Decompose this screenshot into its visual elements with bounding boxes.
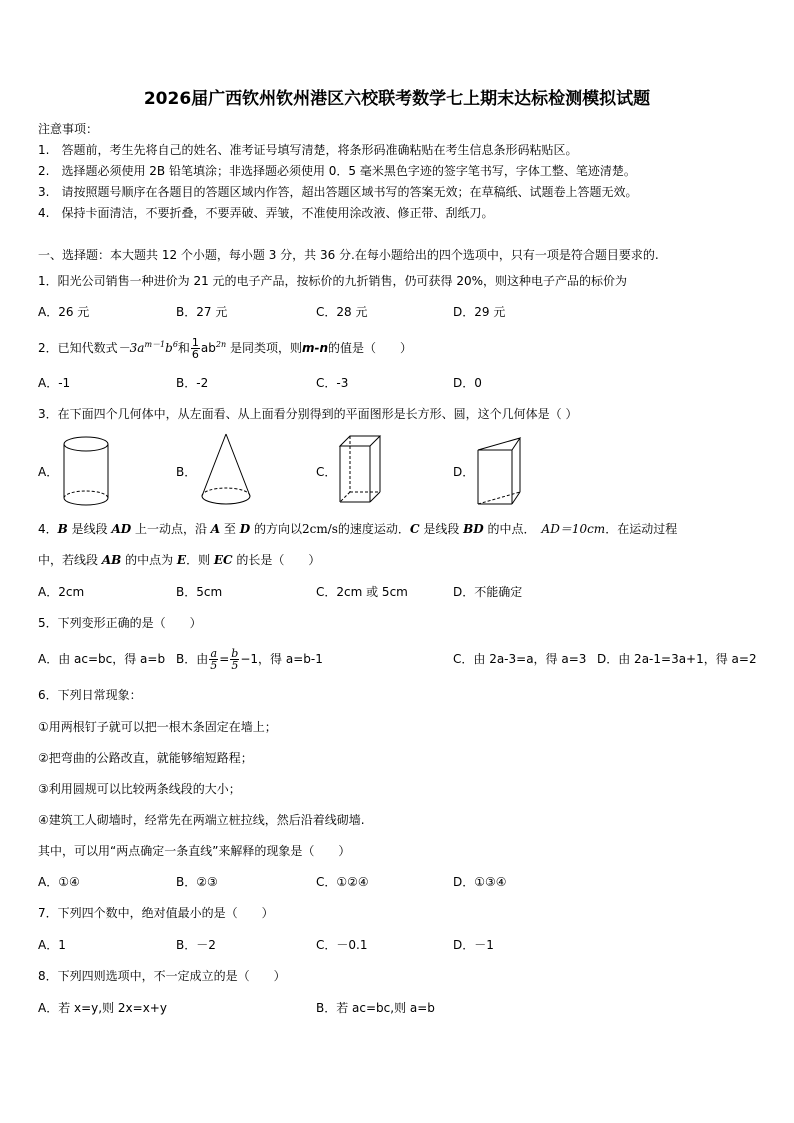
q4-var-ec: EC	[213, 553, 233, 567]
q4-text: 是线段	[419, 522, 464, 536]
q1-option-a: A．26 元	[38, 305, 90, 319]
q8-option-a: A．若 x=y,则 2x=x+y	[38, 1001, 167, 1015]
q7-option-b: B．－2	[176, 938, 216, 952]
q4-text: ．在运动过程	[605, 522, 678, 536]
q5-frac-b-num: b	[231, 647, 239, 660]
q5-fraction-a	[209, 648, 218, 671]
q4-var-a: A	[210, 522, 221, 536]
q3-label-c: C．	[316, 465, 337, 479]
q4-text: 是线段	[67, 522, 112, 536]
q4-var-d: D	[239, 522, 251, 536]
q1-option-d: D．29 元	[453, 305, 506, 319]
q4-equation: AD＝10cm	[541, 522, 606, 536]
q2-option-d: D．0	[453, 376, 482, 390]
q4-option-d: D．不能确定	[453, 585, 523, 599]
q5-stem: 5．下列变形正确的是（ ）	[38, 616, 202, 630]
q4-text: 中，若线段	[38, 553, 102, 567]
q4-option-b: B．5cm	[176, 585, 223, 599]
q5-fraction-b	[230, 648, 239, 671]
q5-option-b	[176, 643, 323, 675]
q2-expr2-ab: ab	[200, 341, 216, 355]
q4-line-1	[38, 521, 677, 537]
q1-option-b: B．27 元	[176, 305, 228, 319]
q6-option-d: D．①③④	[453, 875, 507, 889]
q4-option-a: A．2cm	[38, 585, 85, 599]
q2-stem	[38, 337, 412, 360]
q4-text: 的长是（ ）	[232, 553, 321, 567]
q5-option-d: D．由 2a-1=3a+1，得 a=2	[597, 652, 757, 666]
section-heading: 一、选择题：本大题共 12 个小题，每小题 3 分，共 36 分.在每小题给出的四个选项中，只有一项是符合题目要求的.	[38, 248, 659, 262]
q6-item-3: ③利用圆规可以比较两条线段的大小；	[38, 782, 241, 796]
q2-frac-numerator: 1	[191, 336, 199, 349]
q6-question: 其中，可以用“两点确定一条直线”来解释的现象是（ ）	[38, 844, 351, 858]
q2-option-b: B．-2	[176, 376, 209, 390]
q2-suffix1: 是同类项，则	[229, 341, 302, 355]
q3-label-b: B．	[176, 465, 197, 479]
notice-item-2: 2. 选择题必须使用 2B 铅笔填涂；非选择题必须使用 0．5 毫米黑色字迹的签字笔书写，字体工整、笔迹清楚。	[38, 164, 636, 178]
q5-b-tail: −1，得 a=b-1	[240, 652, 323, 666]
q2-expr2-exp: 2n	[215, 340, 227, 349]
q4-text: 至	[220, 522, 240, 536]
q4-text: ．则	[186, 553, 214, 567]
q7-stem: 7．下列四个数中，绝对值最小的是（ ）	[38, 906, 274, 920]
q6-option-b: B．②③	[176, 875, 218, 889]
rectangular-prism-figure	[334, 430, 386, 512]
q6-item-2: ②把弯曲的公路改直，就能够缩短路程；	[38, 751, 253, 765]
q6-option-c: C．①②④	[316, 875, 369, 889]
q4-text: 上一动点，沿	[131, 522, 211, 536]
cone-figure	[196, 430, 256, 512]
q4-speed: 2cm/s	[301, 522, 338, 536]
q5-frac-b-den: 5	[231, 659, 239, 672]
q4-option-c: C．2cm 或 5cm	[316, 585, 408, 599]
q2-and: 和	[177, 341, 190, 355]
page-title: 2026届广西钦州钦州港区六校联考数学七上期末达标检测模拟试题	[143, 89, 651, 109]
q5-frac-a-num: a	[210, 647, 218, 660]
q2-mn: m-n	[302, 341, 329, 355]
q4-var-ad: AD	[111, 522, 132, 536]
q4-var-c: C	[409, 522, 420, 536]
q2-suffix2: 的值是（ ）	[328, 341, 413, 355]
q2-expr1-exp1: m－1	[144, 340, 166, 349]
q2-expr1-coef: －3a	[117, 341, 145, 355]
q7-option-c: C．－0.1	[316, 938, 368, 952]
q2-fraction	[191, 337, 200, 360]
q4-text: 的中点．	[483, 522, 536, 536]
q4-var-ab: AB	[101, 553, 122, 567]
q4-text: 4．	[38, 522, 58, 536]
q1-option-c: C．28 元	[316, 305, 368, 319]
notice-item-4: 4. 保持卡面清洁，不要折叠，不要弄破、弄皱，不准使用涂改液、修正带、刮纸刀。	[38, 206, 494, 220]
q6-option-a: A．①④	[38, 875, 80, 889]
q4-text: 的中点为	[121, 553, 177, 567]
notice-header: 注意事项：	[38, 122, 99, 136]
q5-option-c: C．由 2a-3=a，得 a=3	[453, 652, 587, 666]
notice-item-1: 1. 答题前，考生先将自己的姓名、准考证号填写清楚，将条形码准确粘贴在考生信息条形码粘贴区。	[38, 143, 578, 157]
q4-var-e: E	[176, 553, 187, 567]
q5-frac-a-den: 5	[210, 659, 218, 672]
q5-equals: =	[219, 652, 230, 666]
q3-label-a: A．	[38, 465, 59, 479]
q4-var-b: B	[57, 522, 68, 536]
q4-text: 的方向以	[250, 522, 302, 536]
q3-stem: 3．在下面四个几何体中，从左面看、从上面看分别得到的平面图形是长方形、圆，这个几何体是（ ）	[38, 407, 578, 421]
q5-option-a: A．由 ac=bc，得 a=b	[38, 652, 166, 666]
q5-b-prefix: B．由	[176, 652, 209, 666]
q7-option-a: A．1	[38, 938, 66, 952]
q8-stem: 8．下列四则选项中，不一定成立的是（ ）	[38, 969, 286, 983]
q2-option-c: C．-3	[316, 376, 349, 390]
q2-option-a: A．-1	[38, 376, 71, 390]
q8-option-b: B．若 ac=bc,则 a=b	[316, 1001, 435, 1015]
q3-label-d: D．	[453, 465, 475, 479]
q7-option-d: D．－1	[453, 938, 494, 952]
q4-var-bd: BD	[463, 522, 484, 536]
triangular-prism-figure	[472, 430, 526, 512]
q2-frac-denominator: 6	[191, 348, 199, 361]
q6-stem: 6．下列日常现象：	[38, 688, 142, 702]
q2-expr1-exp2: 6	[172, 340, 178, 349]
q6-item-4: ④建筑工人砌墙时，经常先在两端立桩拉线，然后沿着线砌墙.	[38, 813, 365, 827]
notice-item-3: 3. 请按照题号顺序在各题目的答题区域内作答，超出答题区域书写的答案无效；在草稿纸、试题卷上答题无效。	[38, 185, 638, 199]
q2-expr1-b: b	[165, 341, 173, 355]
cylinder-figure	[58, 434, 114, 510]
q2-prefix: 2．已知代数式	[38, 341, 118, 355]
q4-text: 的速度运动．	[337, 522, 410, 536]
q6-item-1: ①用两根钉子就可以把一根木条固定在墙上；	[38, 720, 277, 734]
q1-stem: 1．阳光公司销售一种进价为 21 元的电子产品，按标价的九折销售，仍可获得 20%，则这种电子产品的标价为	[38, 274, 628, 288]
q4-line-2	[38, 552, 320, 568]
